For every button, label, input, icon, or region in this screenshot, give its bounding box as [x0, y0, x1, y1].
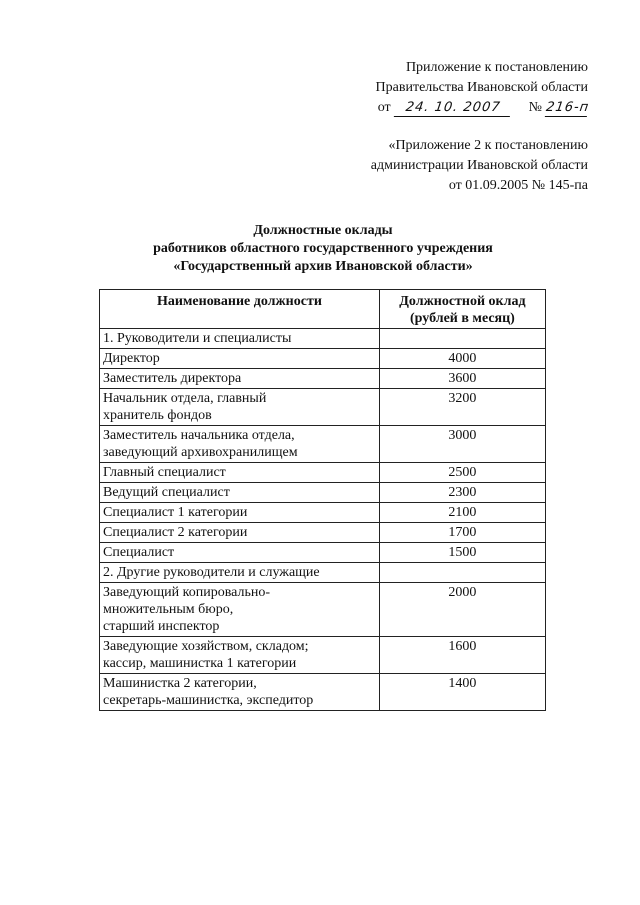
table-row — [100, 426, 546, 463]
salary-value-cell: 3000 — [379, 426, 545, 463]
position-name-cell: Директор — [100, 349, 380, 369]
position-name-cell: Заместитель начальника отдела, заведующий архивохранилищем — [100, 426, 380, 463]
approval-date-line — [330, 98, 591, 118]
handwritten-date: 24. 10. 2007 — [393, 100, 511, 117]
position-name-cell: 2. Другие руководители и служащие — [100, 563, 380, 583]
table-row — [100, 543, 546, 563]
salary-value-cell: 1600 — [379, 637, 545, 674]
table-row — [100, 637, 546, 674]
position-name-cell: Заведующие хозяйством, складом; кассир, машинистка 1 категории — [100, 637, 380, 674]
column-header-position: Наименование должности — [100, 290, 380, 329]
approval-line-2: Правительства Ивановской области — [375, 80, 588, 95]
column-header-salary — [379, 290, 545, 329]
table-row — [100, 463, 546, 483]
table-row — [100, 483, 546, 503]
table-row — [100, 563, 546, 583]
position-name-cell: Машинистка 2 категории, секретарь-машинистка, экспедитор — [100, 674, 380, 711]
position-name-cell: Специалист — [100, 543, 380, 563]
salary-value-cell: 2500 — [379, 463, 545, 483]
position-name-cell: Заместитель директора — [100, 369, 380, 389]
title-line-1: Должностные оклады — [253, 223, 393, 238]
previous-appendix-header — [330, 136, 588, 196]
salary-table — [99, 289, 546, 711]
appendix-line-2: администрации Ивановской области — [370, 158, 588, 173]
salary-value-cell: 3600 — [379, 369, 545, 389]
position-name-cell: 1. Руководители и специалисты — [100, 329, 380, 349]
table-row — [100, 503, 546, 523]
salary-value-cell: 1400 — [379, 674, 545, 711]
salary-value-cell — [379, 563, 545, 583]
position-name-cell: Начальник отдела, главный хранитель фондов — [100, 389, 380, 426]
salary-value-cell: 4000 — [379, 349, 545, 369]
appendix-line-1: «Приложение 2 к постановлению — [388, 138, 588, 153]
approval-header — [330, 58, 591, 118]
position-name-cell: Специалист 2 категории — [100, 523, 380, 543]
number-prefix: № — [528, 100, 542, 115]
position-name-cell: Главный специалист — [100, 463, 380, 483]
position-name-cell: Специалист 1 категории — [100, 503, 380, 523]
title-line-3: «Государственный архив Ивановской области» — [173, 259, 473, 274]
salary-value-cell — [379, 329, 545, 349]
handwritten-number: 216-п — [545, 100, 591, 115]
table-row — [100, 523, 546, 543]
position-name-cell: Заведующий копировально- множительным бюро, старший инспектор — [100, 583, 380, 637]
date-prefix: от — [377, 100, 391, 115]
table-row — [100, 583, 546, 637]
approval-line-1: Приложение к постановлению — [405, 60, 588, 75]
table-row — [100, 349, 546, 369]
column-header-salary-line-1: Должностной оклад — [399, 294, 526, 309]
table-body — [100, 329, 546, 711]
table-row — [100, 389, 546, 426]
document-title — [100, 222, 546, 276]
title-line-2: работников областного государственного учреждения — [153, 241, 493, 256]
salary-value-cell: 3200 — [379, 389, 545, 426]
table-row — [100, 369, 546, 389]
table-row — [100, 674, 546, 711]
column-header-salary-line-2: (рублей в месяц) — [409, 311, 515, 326]
salary-value-cell: 2100 — [379, 503, 545, 523]
salary-value-cell: 1500 — [379, 543, 545, 563]
salary-value-cell: 1700 — [379, 523, 545, 543]
salary-value-cell: 2300 — [379, 483, 545, 503]
appendix-line-3: от 01.09.2005 № 145-па — [448, 178, 588, 193]
position-name-cell: Ведущий специалист — [100, 483, 380, 503]
salary-value-cell: 2000 — [379, 583, 545, 637]
table-row — [100, 329, 546, 349]
table-header-row — [100, 290, 546, 329]
